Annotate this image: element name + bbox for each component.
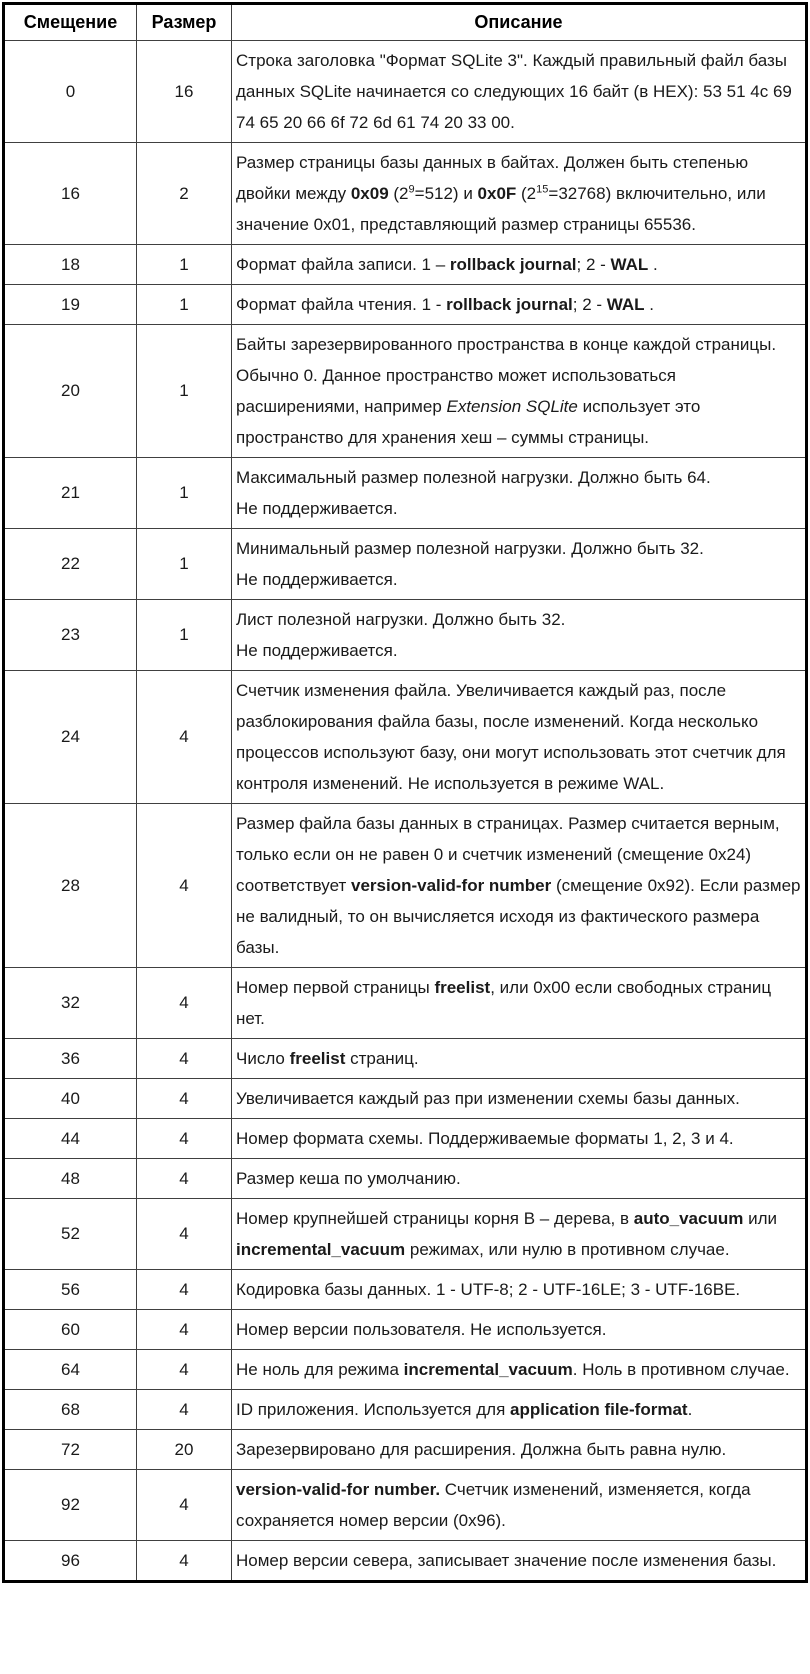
description-text-segment: incremental_vacuum xyxy=(403,1360,573,1379)
table-row xyxy=(4,1199,807,1270)
table-row xyxy=(4,968,807,1039)
column-header-offset: Смещение xyxy=(4,4,137,41)
description-cell xyxy=(232,458,807,529)
size-cell: 20 xyxy=(137,1430,232,1470)
description-text-segment: Формат файла чтения. 1 - xyxy=(236,295,447,314)
offset-cell: 20 xyxy=(4,325,137,458)
offset-cell: 96 xyxy=(4,1541,137,1582)
description-text-segment: Размер страницы базы данных в байтах. Должен быть степенью двойки между xyxy=(236,153,749,203)
description-text-segment: WAL xyxy=(610,255,649,274)
description-cell xyxy=(232,1310,807,1350)
description-text-segment: Не поддерживается. xyxy=(236,499,398,518)
offset-cell: 92 xyxy=(4,1470,137,1541)
description-text-segment: Байты зарезервированного пространства в конце каждой страницы. Обычно 0. Данное пространство может использоваться расширениями, например xyxy=(236,335,777,416)
table-row xyxy=(4,804,807,968)
description-text-segment: (2 xyxy=(388,184,409,203)
offset-cell: 32 xyxy=(4,968,137,1039)
description-text-segment: или xyxy=(743,1209,777,1228)
description-text-segment: Лист полезной нагрузки. Должно быть 32. xyxy=(236,610,566,629)
description-text-segment: version-valid-for number. xyxy=(236,1480,441,1499)
table-row xyxy=(4,1390,807,1430)
description-cell xyxy=(232,529,807,600)
table-row xyxy=(4,1470,807,1541)
description-text-segment: ; 2 - xyxy=(572,295,607,314)
offset-cell: 24 xyxy=(4,671,137,804)
offset-cell: 48 xyxy=(4,1159,137,1199)
table-row xyxy=(4,1270,807,1310)
size-cell: 1 xyxy=(137,325,232,458)
description-cell xyxy=(232,1119,807,1159)
size-cell: 4 xyxy=(137,1541,232,1582)
table-row xyxy=(4,458,807,529)
column-header-size: Размер xyxy=(137,4,232,41)
description-text-segment: auto_vacuum xyxy=(633,1209,744,1228)
description-text-segment: страниц. xyxy=(345,1049,419,1068)
description-text-segment: Номер формата схемы. Поддерживаемые форматы 1, 2, 3 и 4. xyxy=(236,1129,734,1148)
description-text-segment: rollback journal xyxy=(446,295,573,314)
table-row xyxy=(4,529,807,600)
offset-cell: 16 xyxy=(4,143,137,245)
description-text-segment: =32768) включительно, или значение 0x01, представляющий размер страницы 65536. xyxy=(236,184,766,234)
table-row xyxy=(4,285,807,325)
description-cell xyxy=(232,1470,807,1541)
description-text-segment: . xyxy=(687,1400,693,1419)
description-text-segment: . Ноль в противном случае. xyxy=(572,1360,790,1379)
offset-cell: 21 xyxy=(4,458,137,529)
description-text-segment: Формат файла записи. 1 – xyxy=(236,255,450,274)
table-row xyxy=(4,600,807,671)
offset-cell: 56 xyxy=(4,1270,137,1310)
table-row xyxy=(4,1541,807,1582)
size-cell: 4 xyxy=(137,671,232,804)
size-cell: 4 xyxy=(137,1079,232,1119)
size-cell: 1 xyxy=(137,529,232,600)
description-cell xyxy=(232,1039,807,1079)
table-row xyxy=(4,671,807,804)
table-row xyxy=(4,1430,807,1470)
description-text-segment: Размер файла базы данных в страницах. Размер считается верным, только если он не равен 0 и счетчик изменений (смещение 0x24) соответствует xyxy=(236,814,780,895)
description-text-segment: Строка заголовка "Формат SQLite 3". Каждый правильный файл базы данных SQLite начинается со следующих 16 байт (в HEX): 53 51 4c 69 74 65 20 66 6f 72 6d 61 74 20 33 00. xyxy=(236,51,792,132)
description-text-segment: Зарезервировано для расширения. Должна быть равна нулю. xyxy=(236,1440,727,1459)
description-text-segment: . xyxy=(648,255,658,274)
offset-cell: 60 xyxy=(4,1310,137,1350)
description-text-segment: Extension SQLite xyxy=(446,397,578,416)
size-cell: 4 xyxy=(137,1199,232,1270)
size-cell: 16 xyxy=(137,41,232,143)
description-text-segment: version-valid-for number xyxy=(351,876,552,895)
description-cell xyxy=(232,1199,807,1270)
description-text-segment: 9 xyxy=(408,183,415,196)
size-cell: 1 xyxy=(137,458,232,529)
offset-cell: 23 xyxy=(4,600,137,671)
description-cell xyxy=(232,143,807,245)
description-text-segment: Максимальный размер полезной нагрузки. Должно быть 64. xyxy=(236,468,711,487)
description-text-segment: Счетчик изменений, изменяется, когда сохраняется номер версии (0x96). xyxy=(236,1480,751,1530)
table-row xyxy=(4,143,807,245)
description-text-segment: rollback journal xyxy=(449,255,577,274)
description-text-segment: Минимальный размер полезной нагрузки. Должно быть 32. xyxy=(236,539,704,558)
table-row xyxy=(4,245,807,285)
description-text-segment: ; 2 - xyxy=(576,255,611,274)
description-text-segment: 15 xyxy=(536,183,549,196)
description-cell xyxy=(232,41,807,143)
description-text-segment: application file-format xyxy=(510,1400,688,1419)
offset-cell: 68 xyxy=(4,1390,137,1430)
description-cell xyxy=(232,1159,807,1199)
description-text-segment: Номер крупнейшей страницы корня B – дерева, в xyxy=(236,1209,634,1228)
description-cell xyxy=(232,1390,807,1430)
table-row xyxy=(4,1159,807,1199)
size-cell: 2 xyxy=(137,143,232,245)
description-text-segment: (2 xyxy=(516,184,537,203)
description-text-segment: Не ноль для режима xyxy=(236,1360,404,1379)
description-text-segment: Увеличивается каждый раз при изменении схемы базы данных. xyxy=(236,1089,740,1108)
offset-cell: 18 xyxy=(4,245,137,285)
table-row xyxy=(4,1119,807,1159)
description-cell xyxy=(232,1541,807,1582)
table-body xyxy=(4,41,807,1582)
offset-cell: 0 xyxy=(4,41,137,143)
description-text-segment: режимах, или нулю в противном случае. xyxy=(405,1240,730,1259)
description-text-segment: , или 0x00 если свободных страниц нет. xyxy=(236,978,772,1028)
description-cell xyxy=(232,1430,807,1470)
description-cell xyxy=(232,968,807,1039)
offset-cell: 52 xyxy=(4,1199,137,1270)
offset-cell: 36 xyxy=(4,1039,137,1079)
offset-cell: 19 xyxy=(4,285,137,325)
description-text-segment: freelist xyxy=(289,1049,346,1068)
offset-cell: 64 xyxy=(4,1350,137,1390)
table-header xyxy=(4,4,807,41)
description-cell xyxy=(232,600,807,671)
size-cell: 4 xyxy=(137,1039,232,1079)
sqlite-header-spec-table xyxy=(2,2,808,1583)
offset-cell: 28 xyxy=(4,804,137,968)
description-text-segment: Не поддерживается. xyxy=(236,641,398,660)
size-cell: 4 xyxy=(137,1350,232,1390)
description-text-segment: Номер версии пользователя. Не используется. xyxy=(236,1320,607,1339)
description-text-segment: =512) и xyxy=(414,184,478,203)
table-row xyxy=(4,325,807,458)
description-text-segment: Размер кеша по умолчанию. xyxy=(236,1169,461,1188)
description-text-segment: 0x09 xyxy=(350,184,389,203)
description-cell xyxy=(232,285,807,325)
description-cell xyxy=(232,1079,807,1119)
description-text-segment: использует это пространство для хранения хеш – суммы страницы. xyxy=(236,397,701,447)
size-cell: 4 xyxy=(137,804,232,968)
description-cell xyxy=(232,804,807,968)
description-cell xyxy=(232,671,807,804)
table-row xyxy=(4,1039,807,1079)
description-cell xyxy=(232,1270,807,1310)
size-cell: 4 xyxy=(137,1390,232,1430)
column-header-description: Описание xyxy=(232,4,807,41)
table-row xyxy=(4,1079,807,1119)
description-text-segment: incremental_vacuum xyxy=(236,1240,406,1259)
table-row xyxy=(4,1350,807,1390)
offset-cell: 40 xyxy=(4,1079,137,1119)
size-cell: 4 xyxy=(137,1119,232,1159)
size-cell: 1 xyxy=(137,245,232,285)
description-cell xyxy=(232,325,807,458)
size-cell: 4 xyxy=(137,1470,232,1541)
size-cell: 1 xyxy=(137,285,232,325)
description-text-segment: Счетчик изменения файла. Увеличивается каждый раз, после разблокирования файла базы, после изменений. Когда несколько процессов используют базу, они могут использовать этот счетчик для контроля изменений. Не используется в режиме WAL. xyxy=(236,681,786,793)
offset-cell: 22 xyxy=(4,529,137,600)
size-cell: 1 xyxy=(137,600,232,671)
description-text-segment: (смещение 0x92). Если размер не валидный, то он вычисляется исходя из фактического размера базы. xyxy=(236,876,801,957)
size-cell: 4 xyxy=(137,968,232,1039)
offset-cell: 44 xyxy=(4,1119,137,1159)
size-cell: 4 xyxy=(137,1159,232,1199)
description-text-segment: Кодировка базы данных. 1 - UTF-8; 2 - UTF-16LE; 3 - UTF-16BE. xyxy=(236,1280,741,1299)
description-text-segment: Не поддерживается. xyxy=(236,570,398,589)
description-cell xyxy=(232,245,807,285)
description-text-segment: ID приложения. Используется для xyxy=(236,1400,510,1419)
description-text-segment: 0x0F xyxy=(477,184,517,203)
description-text-segment: . xyxy=(644,295,654,314)
description-text-segment: WAL xyxy=(606,295,645,314)
description-cell xyxy=(232,1350,807,1390)
size-cell: 4 xyxy=(137,1270,232,1310)
description-text-segment: Номер первой страницы xyxy=(236,978,435,997)
description-text-segment: Число xyxy=(236,1049,290,1068)
description-text-segment: freelist xyxy=(434,978,491,997)
offset-cell: 72 xyxy=(4,1430,137,1470)
header-row xyxy=(4,4,807,41)
table-row xyxy=(4,41,807,143)
size-cell: 4 xyxy=(137,1310,232,1350)
table-row xyxy=(4,1310,807,1350)
description-text-segment: Номер версии севера, записывает значение после изменения базы. xyxy=(236,1551,777,1570)
